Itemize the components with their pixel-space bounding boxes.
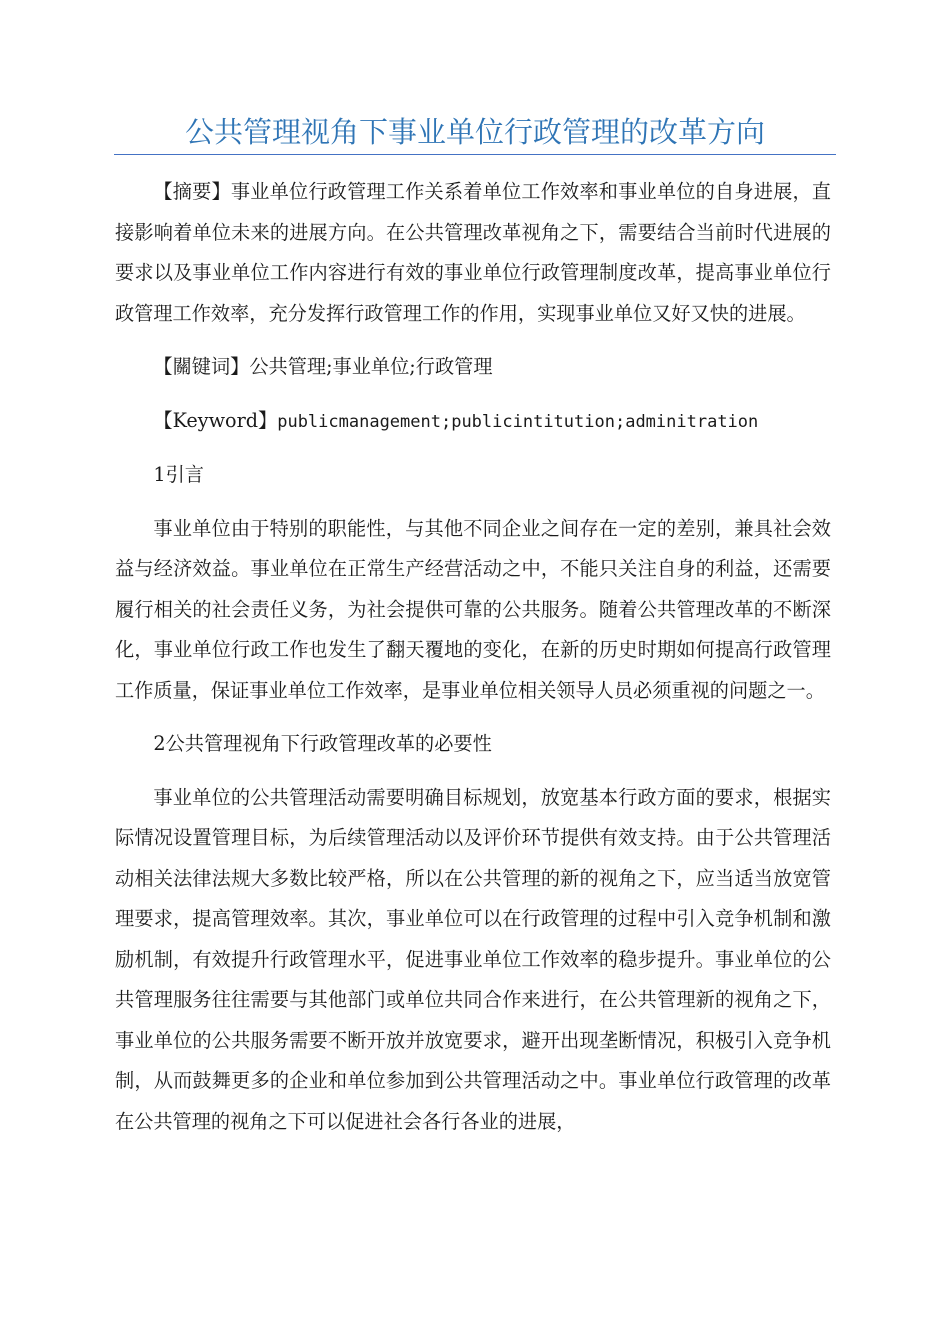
abstract-paragraph: 【摘要】事业单位行政管理工作关系着单位工作效率和事业单位的自身进展，直接影响着单位未来的进展方向。在公共管理改革视角之下，需要结合当前时代进展的要求以及事业单位工作内容进行有效的事业单位行政管理制度改革，提高事业单位行政管理工作效率，充分发挥行政管理工作的作用，实现事业单位又好又快的进展。 [115,180,831,325]
title-underline [114,154,836,155]
keywords-en-paragraph [115,401,831,443]
keywords-en-label: 【Keyword】 [153,408,278,432]
document-title: 公共管理视角下事业单位行政管理的改革方向 [184,115,765,149]
document-body [115,172,831,1142]
keywords-cn-paragraph: 【關键词】公共管理;事业单位;行政管理 [153,355,493,378]
section-2-paragraph: 事业单位的公共管理活动需要明确目标规划，放宽基本行政方面的要求，根据实际情况设置管理目标，为后续管理活动以及评价环节提供有效支持。由于公共管理活动相关法律法规大多数比较严格，所以在公共管理的新的视角之下，应当适当放宽管理要求，提高管理效率。其次，事业单位可以在行政管理的过程中引入竞争机制和激励机制，有效提升行政管理水平，促进事业单位工作效率的稳步提升。事业单位的公共管理服务往往需要与其他部门或单位共同合作来进行，在公共管理新的视角之下，事业单位的公共服务需要不断开放并放宽要求，避开出现垄断情况，积极引入竞争机制，从而鼓舞更多的企业和单位参加到公共管理活动之中。事业单位行政管理的改革在公共管理的视角之下可以促进社会各行各业的进展， [115,785,831,1133]
section-1-paragraph: 事业单位由于特别的职能性，与其他不同企业之间存在一定的差别，兼具社会效益与经济效益。事业单位在正常生产经营活动之中，不能只关注自身的利益，还需要履行相关的社会责任义务，为社会提供可靠的公共服务。随着公共管理改革的不断深化，事业单位行政工作也发生了翻天覆地的变化，在新的历史时期如何提高行政管理工作质量，保证事业单位工作效率，是事业单位相关领导人员必须重视的问题之一。 [115,516,831,702]
section-1-heading: 1引言 [153,463,204,486]
keywords-en-text: publicmanagement;publicintitution;adminitration [277,411,759,432]
section-2-heading: 2公共管理视角下行政管理改革的必要性 [153,732,492,755]
